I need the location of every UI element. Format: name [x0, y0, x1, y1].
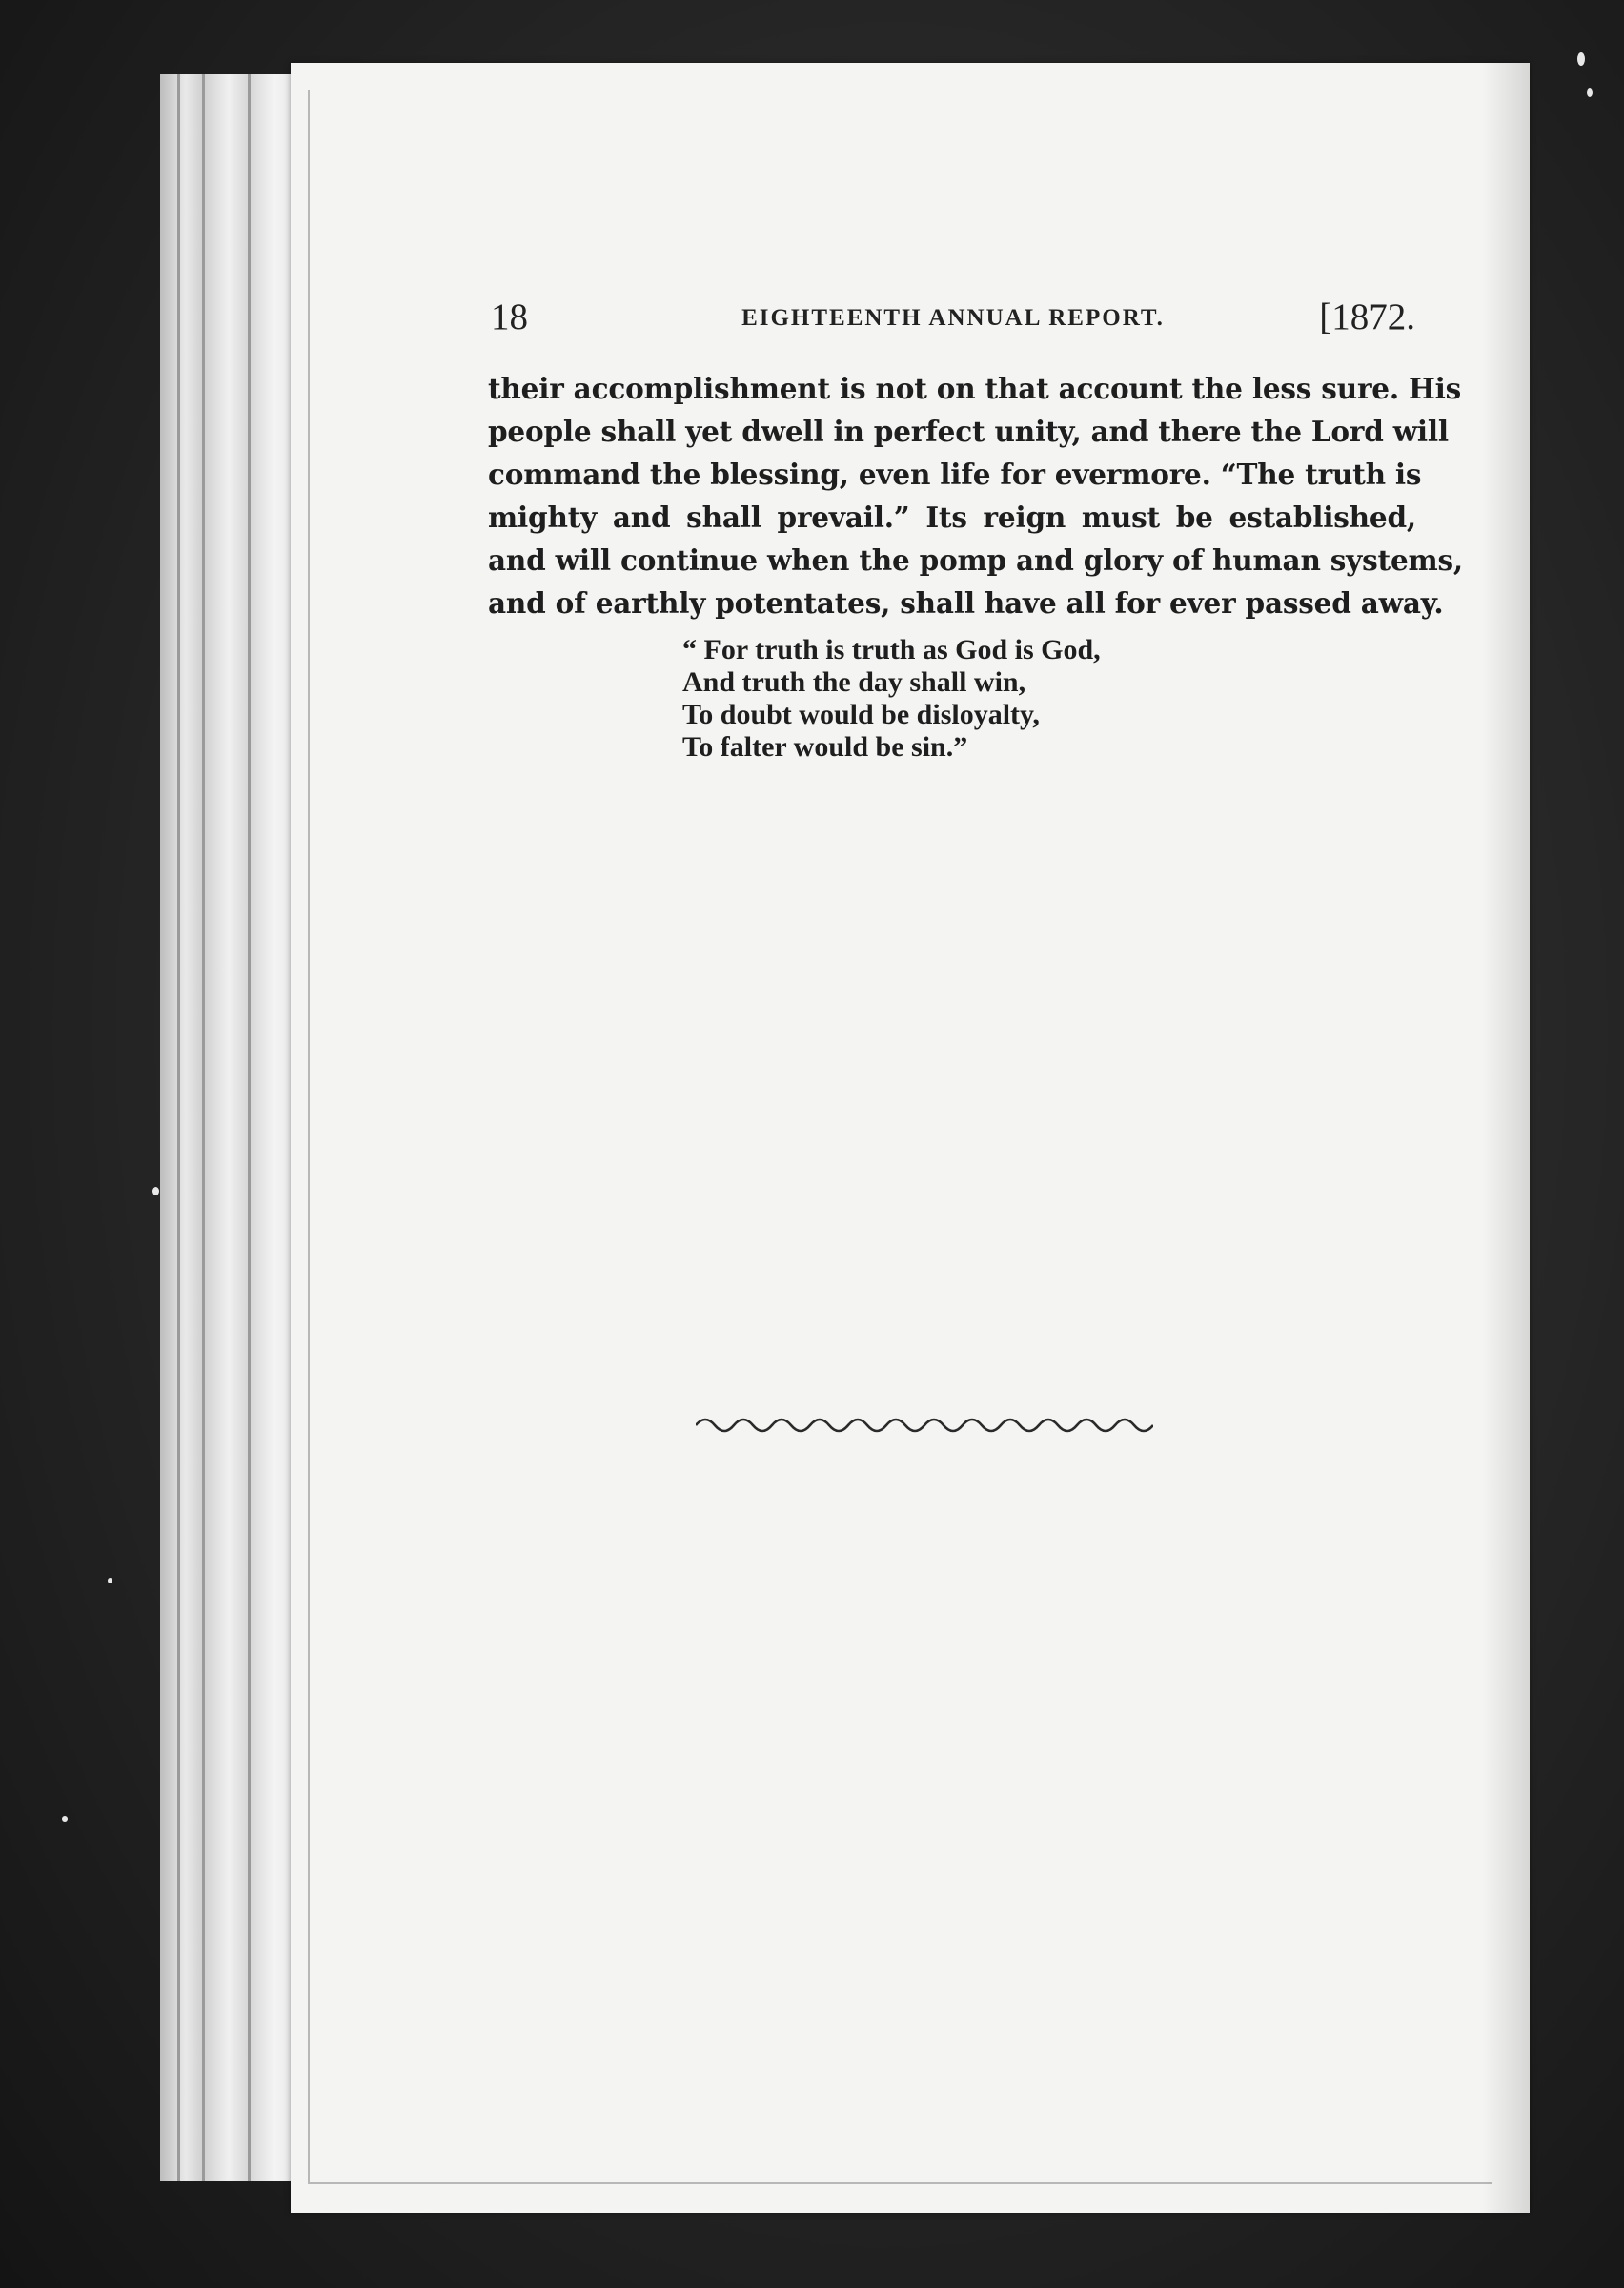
dust-speck — [1587, 88, 1593, 97]
body-line: command the blessing, even life for evermore. “The truth is — [488, 458, 1422, 491]
dust-speck — [62, 1816, 68, 1822]
body-line: and of earthly potentates, shall have all for ever passed away. — [488, 586, 1444, 620]
poem-quotation — [682, 634, 1216, 764]
page-edge-line — [177, 74, 180, 2181]
page-header — [491, 286, 1415, 343]
wavy-rule-ornament — [696, 1411, 1153, 1440]
page-right-shadow — [1482, 63, 1530, 2213]
poem-line: To falter would be sin.” — [682, 731, 968, 763]
dust-speck — [108, 1578, 112, 1583]
dust-speck — [152, 1187, 159, 1195]
page-edge-line — [248, 74, 251, 2181]
body-line: mighty and shall prevail.” Its reign must be established, — [488, 500, 1416, 534]
page-number: 18 — [491, 296, 528, 337]
page-year: [1872. — [1319, 296, 1415, 337]
body-line: people shall yet dwell in perfect unity, and there the Lord will — [488, 415, 1449, 448]
book-spine-edge — [160, 74, 303, 2181]
poem-line: “ For truth is truth as God is God, — [682, 634, 1101, 665]
running-title: EIGHTEENTH ANNUAL REPORT. — [741, 305, 1165, 331]
dust-speck — [1577, 52, 1585, 66]
page-edge-line — [202, 74, 205, 2181]
body-line: their accomplishment is not on that account the less sure. His — [488, 372, 1462, 405]
body-line: and will continue when the pomp and glory of human systems, — [488, 543, 1464, 577]
body-paragraph — [488, 367, 1464, 624]
poem-line: To doubt would be disloyalty, — [682, 699, 1040, 730]
poem-line: And truth the day shall win, — [682, 666, 1026, 698]
